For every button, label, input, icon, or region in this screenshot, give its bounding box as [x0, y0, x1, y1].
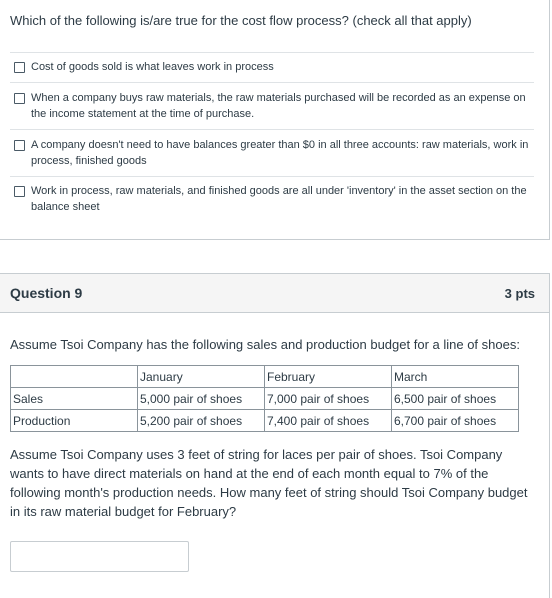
checkbox[interactable]	[14, 186, 25, 197]
question-8-prompt: Which of the following is/are true for the cost flow process? (check all that apply)	[10, 13, 472, 28]
table-cell: 5,000 pair of shoes	[138, 388, 265, 410]
question-title: Question 9	[10, 285, 83, 301]
table-cell: Sales	[11, 388, 138, 410]
answer-option-3[interactable]	[14, 137, 534, 169]
answer-divider	[10, 129, 534, 130]
answer-option-label: When a company buys raw materials, the raw materials purchased will be recorded as an expense on the income statement at the time of purchase.	[31, 92, 526, 120]
table-header-cell: January	[138, 366, 265, 388]
answer-divider	[10, 52, 534, 53]
table-header-cell: March	[392, 366, 519, 388]
table-header-cell: February	[265, 366, 392, 388]
table-row	[11, 410, 519, 432]
budget-table	[10, 365, 519, 432]
table-cell: 6,500 pair of shoes	[392, 388, 519, 410]
table-cell: Production	[11, 410, 138, 432]
table-header-row	[11, 366, 519, 388]
question-8-card	[0, 0, 550, 240]
answer-option-label: Cost of goods sold is what leaves work in process	[31, 61, 274, 73]
question-9-card	[0, 273, 550, 598]
table-cell: 5,200 pair of shoes	[138, 410, 265, 432]
question-header	[0, 274, 549, 313]
answer-input[interactable]	[10, 541, 189, 572]
checkbox[interactable]	[14, 62, 25, 73]
answer-option-2[interactable]	[14, 90, 534, 122]
table-header-cell	[11, 366, 138, 388]
checkbox[interactable]	[14, 93, 25, 104]
checkbox[interactable]	[14, 140, 25, 151]
answer-option-label: Work in process, raw materials, and finished goods are all under 'inventory' in the asset section on the balance sheet	[31, 185, 527, 213]
answer-option-4[interactable]	[14, 183, 534, 215]
answer-divider	[10, 176, 534, 177]
question-intro: Assume Tsoi Company has the following sales and production budget for a line of shoes:	[10, 337, 520, 352]
question-points: 3 pts	[504, 286, 535, 301]
table-cell: 7,000 pair of shoes	[265, 388, 392, 410]
table-cell: 6,700 pair of shoes	[392, 410, 519, 432]
answer-option-label: A company doesn't need to have balances greater than $0 in all three accounts: raw materials, work in process, finished goods	[31, 139, 529, 167]
table-row	[11, 388, 519, 410]
answer-divider	[10, 82, 534, 83]
table-cell: 7,400 pair of shoes	[265, 410, 392, 432]
question-body: Assume Tsoi Company uses 3 feet of string for laces per pair of shoes. Tsoi Company wants to have direct materials on hand at the end of each month equal to 7% of the following month's production needs. How many feet of string should Tsoi Company budget in its raw material budget for February?	[10, 447, 528, 519]
answer-option-1[interactable]	[14, 59, 534, 75]
